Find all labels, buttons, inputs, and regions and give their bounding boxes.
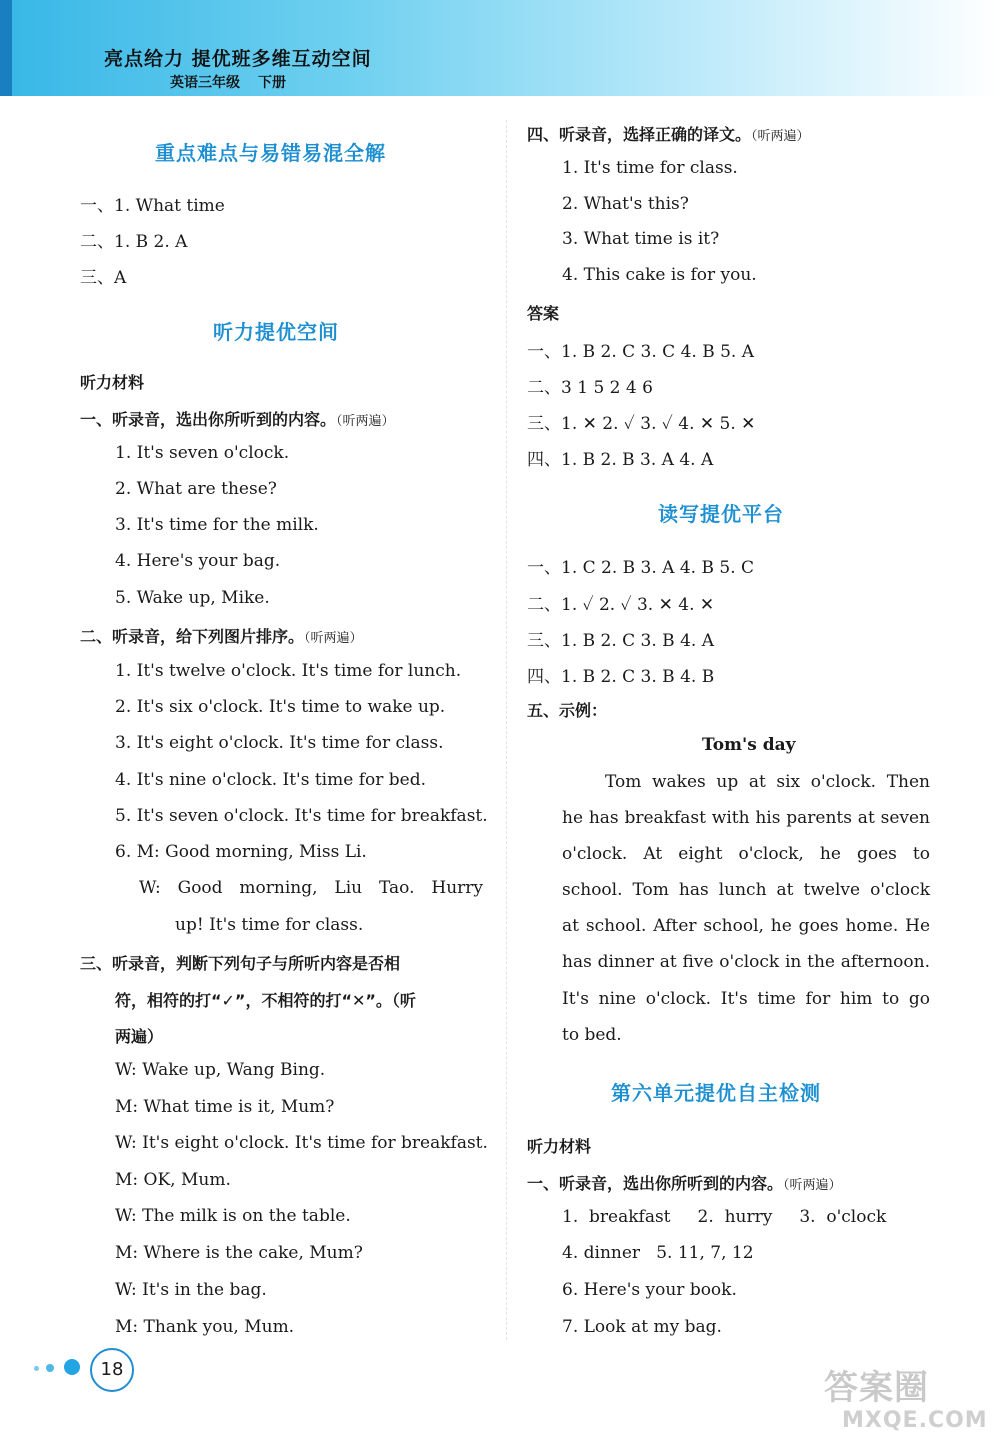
answer-line: 一、1. B 2. C 3. C 4. B 5. A	[527, 342, 755, 362]
question-title: 四、听录音，选择正确的译文。	[527, 125, 752, 144]
list-item: 6. Here's your book.	[562, 1280, 737, 1300]
dialogue-line: W: Wake up, Wang Bing.	[115, 1060, 326, 1080]
listening-material-label: 听力材料	[527, 1137, 592, 1156]
answer-line: 三、1. B 2. C 3. B 4. A	[527, 631, 714, 651]
dialogue-line: M: Thank you, Mum.	[115, 1317, 295, 1337]
essay-line: to bed.	[562, 1025, 622, 1045]
dialogue-line: W: The milk is on the table.	[115, 1206, 351, 1226]
list-item: 4. Here's your bag.	[115, 551, 281, 571]
question-title: 两遍）	[115, 1027, 164, 1046]
answer-line: 四、1. B 2. B 3. A 4. A	[527, 450, 714, 470]
dialogue-line: W: It's eight o'clock. It's time for breakfast.	[115, 1133, 488, 1153]
answer-line: 二、1. B 2. A	[80, 232, 188, 252]
list-item: 4. It's nine o'clock. It's time for bed.	[115, 770, 426, 790]
question-note: （听两遍）	[783, 1178, 842, 1193]
answer-line: 三、A	[80, 268, 127, 288]
essay-line: It's nine o'clock. It's time for him to go	[562, 989, 930, 1009]
question-heading	[80, 624, 363, 647]
question-title: 一、听录音，选出你所听到的内容。	[527, 1174, 784, 1193]
question-note: （听两遍）	[336, 414, 395, 429]
list-item: 3. It's time for the milk.	[115, 515, 319, 535]
dialogue-line: up! It's time for class.	[175, 915, 364, 935]
page-number: 18	[90, 1348, 134, 1392]
book-subtitle	[170, 72, 304, 92]
column-divider	[506, 120, 507, 1340]
list-item: 1. breakfast 2. hurry 3. o'clock	[562, 1207, 887, 1227]
question-title: 符，相符的打“✓”，不相符的打“✕”。（听	[115, 991, 416, 1010]
volume-label: 下册	[258, 75, 286, 91]
watermark-url: MXQE.COM	[842, 1408, 988, 1433]
answer-line: 二、1. ✓ 2. ✓ 3. ✕ 4. ✕	[527, 595, 715, 615]
question-note: （听两遍）	[751, 129, 810, 144]
list-item: 4. dinner 5. 11, 7, 12	[562, 1243, 754, 1263]
answer-line: 三、1. ✕ 2. ✓ 3. ✓ 4. ✕ 5. ✕	[527, 414, 756, 434]
question-heading	[527, 1171, 842, 1194]
answer-line: 一、1. C 2. B 3. A 4. B 5. C	[527, 558, 755, 578]
essay-line: he has breakfast with his parents at seven	[562, 808, 930, 828]
header-stripe	[0, 0, 12, 96]
answers-label: 答案	[527, 304, 560, 323]
essay-title: Tom's day	[702, 735, 796, 755]
question-title: 三、听录音，判断下列句子与所听内容是否相	[80, 954, 401, 973]
list-item: 6. M: Good morning, Miss Li.	[115, 842, 367, 862]
list-item: 5. It's seven o'clock. It's time for breakfast.	[115, 806, 488, 826]
question-title: 一、听录音，选出你所听到的内容。	[80, 410, 337, 429]
question-note: （听两遍）	[304, 631, 363, 646]
answer-line: 一、1. What time	[80, 196, 225, 216]
book-title: 亮点给力 提优班多维互动空间	[104, 48, 372, 70]
list-item: 3. It's eight o'clock. It's time for class.	[115, 733, 444, 753]
answer-line: 二、3 1 5 2 4 6	[527, 378, 653, 398]
essay-line: has dinner at five o'clock in the afternoon.	[562, 952, 930, 972]
essay-line: o'clock. At eight o'clock, he goes to	[562, 844, 930, 864]
list-item: 1. It's twelve o'clock. It's time for lunch.	[115, 661, 462, 681]
dialogue-line: W: It's in the bag.	[115, 1280, 267, 1300]
question-heading	[80, 407, 395, 430]
list-item: 2. What's this?	[562, 194, 689, 214]
question-heading	[527, 122, 810, 145]
dialogue-line: M: Where is the cake, Mum?	[115, 1243, 363, 1263]
list-item: 3. What time is it?	[562, 229, 720, 249]
answer-line: 四、1. B 2. C 3. B 4. B	[527, 667, 715, 687]
section-title-unit6-test: 第六单元提优自主检测	[611, 1081, 821, 1105]
section-title-reading-writing: 读写提优平台	[658, 502, 784, 526]
list-item: 1. It's seven o'clock.	[115, 443, 290, 463]
subject-label: 英语三年级	[170, 75, 240, 91]
list-item: 5. Wake up, Mike.	[115, 588, 270, 608]
section-title-listening: 听力提优空间	[213, 320, 339, 344]
dialogue-line: M: What time is it, Mum?	[115, 1097, 335, 1117]
section-title-key-points: 重点难点与易错易混全解	[155, 141, 386, 165]
listening-material-label: 听力材料	[80, 373, 145, 392]
watermark-logo: 答案圈	[824, 1368, 929, 1408]
list-item: 2. What are these?	[115, 479, 277, 499]
dialogue-line: W: Good morning, Liu Tao. Hurry	[139, 878, 483, 898]
list-item: 4. This cake is for you.	[562, 265, 757, 285]
essay-line: Tom wakes up at six o'clock. Then	[605, 772, 930, 792]
essay-line: school. Tom has lunch at twelve o'clock	[562, 880, 930, 900]
list-item: 2. It's six o'clock. It's time to wake up.	[115, 697, 446, 717]
essay-line: at school. After school, he goes home. He	[562, 916, 930, 936]
list-item: 1. It's time for class.	[562, 158, 738, 178]
answer-line: 五、示例：	[527, 701, 608, 720]
dialogue-line: M: OK, Mum.	[115, 1170, 231, 1190]
list-item: 7. Look at my bag.	[562, 1317, 722, 1337]
question-title: 二、听录音，给下列图片排序。	[80, 627, 305, 646]
